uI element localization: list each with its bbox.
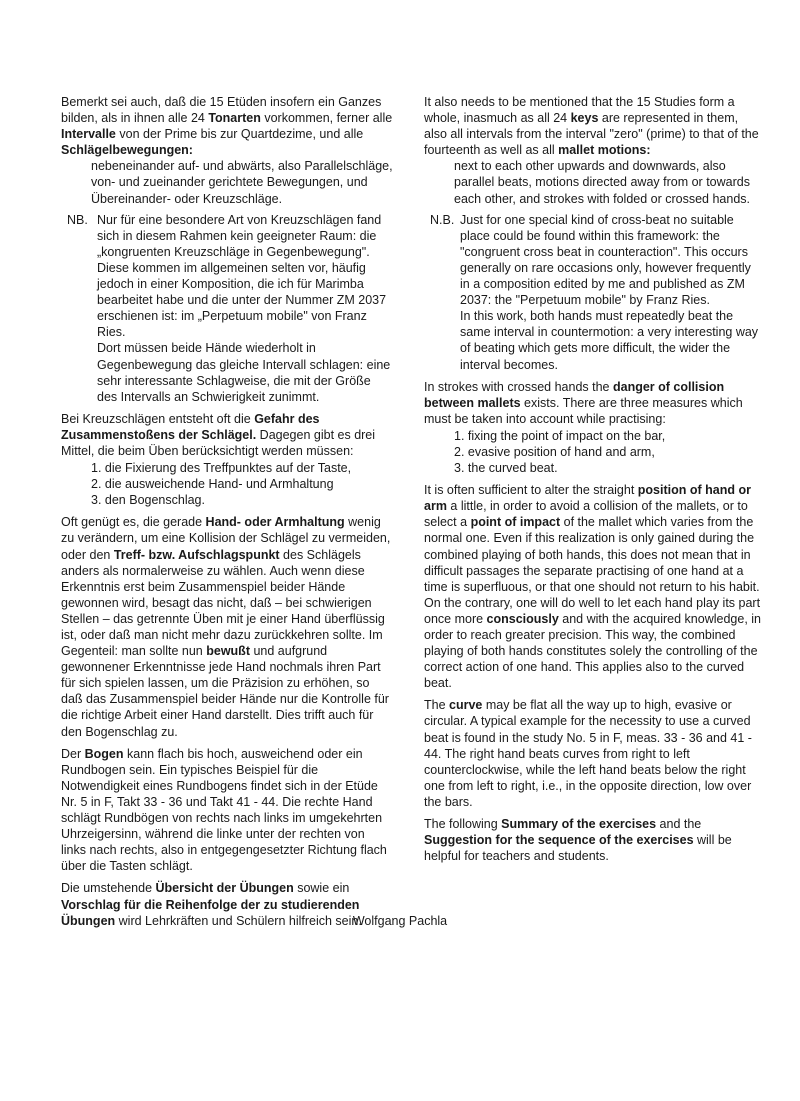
bold-term: Intervalle bbox=[61, 127, 116, 142]
text-run: sowie ein bbox=[293, 881, 350, 896]
text-run: The following bbox=[424, 817, 502, 832]
bold-term: Tonarten bbox=[208, 111, 261, 126]
text-run: Bei Kreuzschlägen entsteht oft die bbox=[61, 411, 255, 426]
bold-term: Treff- bzw. Aufschlagspunkt bbox=[113, 547, 280, 562]
text-run: Die umstehende bbox=[61, 881, 156, 896]
list-item: 2. die ausweichende Hand- und Armhaltung bbox=[91, 477, 334, 492]
measures-list bbox=[424, 428, 764, 476]
nota-bene-block bbox=[61, 212, 393, 405]
intro-paragraph bbox=[61, 94, 393, 158]
bold-term: Vorschlag für die Reihenfolge der zu studierenden Übungen bbox=[61, 897, 360, 928]
summary-paragraph bbox=[424, 816, 764, 864]
text-run: des Schlägels anders als normalerweise zu wählen. Auch wenn diese Erkenntnis erst beim Zusammenspiel beider Hände gewonnen wird, besagt das nicht, daß – bei schwierigen Stellen – das getrennte Üben mit je einer Hand überflüssig ist, oder daß man nicht mehr dazu zurückkehren sollte. Im Gegenteil: man sollte nun bbox=[61, 547, 385, 659]
bold-term: point of impact bbox=[470, 515, 561, 530]
text-run: a little, in order to avoid a collision of the mallets, or to select a bbox=[424, 499, 748, 530]
text-run: Bemerkt sei auch, daß die 15 Etüden insofern ein Ganzes bilden, als in ihnen alle 24 bbox=[61, 95, 382, 126]
collision-paragraph bbox=[61, 411, 393, 459]
text-run: Oft genügt es, die gerade bbox=[61, 515, 206, 530]
bold-term: Bogen bbox=[84, 746, 124, 761]
text-run: Dagegen gibt es drei Mittel, die beim Üben berücksichtigt werden müssen: bbox=[61, 427, 376, 458]
nota-bene-body bbox=[460, 212, 764, 373]
nota-bene-body bbox=[97, 212, 393, 405]
bold-term: bewußt bbox=[206, 644, 250, 659]
english-column bbox=[424, 94, 764, 864]
nota-bene-text: Just for one special kind of cross-beat no suitable place could be found within this framework: the "congruent cross beat in counteraction". This occurs generally on rare occasions only, however frequently in a composition edited by me and published as ZM 2037: the "Perpetuum mobile" by Franz Ries. bbox=[460, 212, 751, 308]
text-run: wenig zu verändern, um eine Kollision der Schlägel zu vermeiden, oder den bbox=[61, 515, 391, 562]
bold-term: Hand- oder Armhaltung bbox=[205, 515, 345, 530]
text-run: will be helpful for teachers and students. bbox=[424, 833, 732, 864]
bold-term: curve bbox=[449, 698, 483, 713]
text-run: von der Prime bis zur Quartdezime, und alle bbox=[115, 127, 364, 142]
text-run: wird Lehrkräften und Schülern hilfreich sein. bbox=[115, 913, 362, 928]
list-item: 1. die Fixierung des Treffpunktes auf der Taste, bbox=[91, 461, 352, 476]
list-item: 1. fixing the point of impact on the bar, bbox=[454, 428, 666, 443]
german-column bbox=[61, 94, 393, 929]
bold-term: keys bbox=[570, 111, 599, 126]
bold-term: Gefahr des Zusammenstoßens der Schlägel. bbox=[61, 411, 320, 442]
nota-bene-text: In this work, both hands must repeatedly beat the same interval in countermotion: a very interesting way of beating which gets more difficult, the wider the interval becomes. bbox=[460, 309, 759, 372]
text-run: und aufgrund gewonnener Erkenntnisse jede Hand nochmals ihren Part für sich spielen lassen, um die Präzision zu erhöhen, so daß das Zusammenspiel beider Hände nur die Kontrolle für die richtige Arbeit einer Hand darstellt. Dies trifft auch für den Bogenschlag zu. bbox=[61, 644, 389, 739]
text-run: Der bbox=[61, 746, 85, 761]
collision-paragraph bbox=[424, 379, 764, 427]
intro-paragraph bbox=[424, 94, 764, 158]
nota-bene-text: Dort müssen beide Hände wiederholt in Gegenbewegung das gleiche Intervall schlagen: eine sehr interessante Schlagweise, die mit der Größe des Intervalls an Schwierigkeit zunimmt. bbox=[97, 341, 391, 404]
bold-term: Übersicht der Übungen bbox=[155, 881, 294, 896]
hand-position-paragraph bbox=[61, 514, 393, 739]
bold-term: Suggestion for the sequence of the exercises bbox=[424, 833, 694, 848]
bold-term: danger of collision between mallets bbox=[424, 379, 725, 410]
bow-paragraph bbox=[61, 746, 393, 875]
text-run: It is often sufficient to alter the straight bbox=[424, 483, 638, 498]
text-run: and with the acquired knowledge, in order to reach greater precision. This way, the combined playing of both hands constitutes solely the controlling of the correct action of one hand. This applies also to the curved beat. bbox=[424, 611, 761, 691]
measures-list bbox=[61, 460, 393, 508]
list-item: 2. evasive position of hand and arm, bbox=[454, 444, 655, 459]
text-run: The bbox=[424, 698, 450, 713]
nota-bene-mark: NB. bbox=[67, 212, 88, 227]
text-run: and the bbox=[656, 817, 702, 832]
nota-bene-mark: N.B. bbox=[430, 212, 455, 227]
text-run: vorkommen, ferner alle bbox=[260, 111, 393, 126]
hand-position-paragraph bbox=[424, 482, 764, 691]
bold-term: Summary of the exercises bbox=[501, 817, 657, 832]
text-run: It also needs to be mentioned that the 15 Studies form a whole, inasmuch as all 24 bbox=[424, 95, 735, 126]
nota-bene-block bbox=[424, 212, 764, 373]
text-run: exists. There are three measures which must be taken into account while practising: bbox=[424, 395, 743, 426]
list-item: 3. den Bogenschlag. bbox=[91, 493, 205, 508]
text-run: of the mallet which varies from the normal one. Even if this realization is only gained during the combined playing of both hands, this does not mean that in difficult passages the separate practising of one hand at a time is superfluous, or that one should not return to his habit. On the contrary, one will do well to let each hand play its part once more bbox=[424, 515, 761, 626]
bold-term: mallet motions: bbox=[558, 143, 651, 158]
text-run: In strokes with crossed hands the bbox=[424, 379, 613, 394]
author-signature: Wolfgang Pachla bbox=[352, 914, 448, 928]
movements-paragraph: nebeneinander auf- und abwärts, also Parallelschläge, von- und zueinander gerichtete Bewegungen, und Übereinander- oder Kreuzschläge. bbox=[91, 159, 393, 206]
text-run: may be flat all the way up to high, evasive or circular. A typical example for the necessity to use a curved beat is found in the study No. 5 in F, meas. 33 - 36 and 41 - 44. The right hand beats curves from right to left counterclockwise, while the left hand beats below the right one from left to right, i.e., in the opposite direction, low over the bars. bbox=[424, 698, 752, 809]
list-item: 3. the curved beat. bbox=[454, 461, 558, 476]
movements-paragraph: next to each other upwards and downwards, also parallel beats, motions directed away from or towards each other, and strokes with folded or crossed hands. bbox=[454, 159, 751, 206]
nota-bene-text: Nur für eine besondere Art von Kreuzschlägen fand sich in diesem Rahmen kein geeigneter Raum: die „kongruenten Kreuzschläge in Gegenbewegung". Diese kommen im allgemeinen selten vor, häufig jedoch in einer Komposition, die ich für Marimba bearbeitet habe und die unter der Nummer ZM 2037 erschienen ist: im „Perpetuum mobile" von Franz Ries. bbox=[97, 212, 387, 340]
bold-term: Schlägelbewegungen: bbox=[61, 143, 193, 158]
text-run: are represented in them, also all intervals from the interval "zero" (prime) to that of the fourteenth as well as all bbox=[424, 111, 759, 158]
bold-term: position of hand or arm bbox=[424, 483, 751, 514]
text-run: kann flach bis hoch, ausweichend oder ein Rundbogen sein. Ein typisches Beispiel für die Notwendigkeit eines Rundbogens findet sich in der Etüde Nr. 5 in F, Takt 33 - 36 und Takt 41 - 44. Die rechte Hand schlägt Rundbögen von rechts nach links im umgekehrten Uhrzeigersinn, während die linke unter der rechten von links nach rechts, also in entgegengesetzter Richtung flach über die Tasten schlägt. bbox=[61, 746, 387, 874]
curve-paragraph bbox=[424, 697, 764, 810]
bold-term: consciously bbox=[486, 611, 559, 626]
